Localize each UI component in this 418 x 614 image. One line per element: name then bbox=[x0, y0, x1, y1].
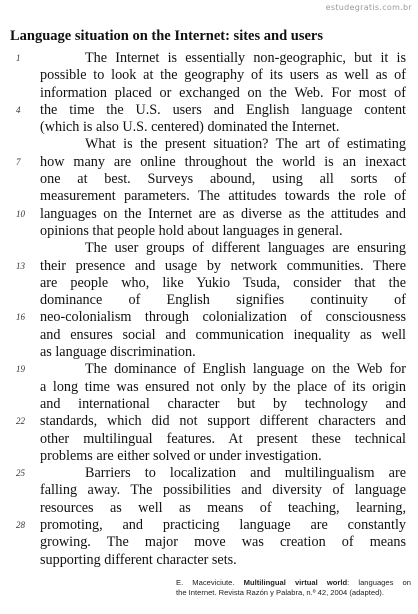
line-number: 1 bbox=[16, 53, 21, 63]
line-text: the time the U.S. users and English language content bbox=[40, 101, 406, 118]
line-text: one at best. Surveys abound, using all sorts of bbox=[40, 171, 406, 188]
text-line bbox=[0, 482, 418, 499]
line-text: and ensures social and communication inequality as well bbox=[40, 326, 406, 343]
text-line bbox=[0, 327, 418, 344]
line-text: their presence and usage by network communities. There bbox=[40, 257, 406, 274]
text-line bbox=[0, 240, 418, 257]
text-line bbox=[0, 188, 418, 205]
line-text: neo-colonialism through colonialization of consciousness bbox=[40, 309, 406, 326]
line-number: 28 bbox=[16, 520, 25, 531]
text-line bbox=[0, 223, 418, 240]
text-line bbox=[0, 465, 418, 482]
text-line bbox=[0, 275, 418, 292]
line-number: 4 bbox=[16, 104, 21, 115]
text-line bbox=[0, 67, 418, 84]
line-text: falling away. The possibilities and diversity of language bbox=[40, 482, 406, 499]
text-line bbox=[0, 258, 418, 275]
line-text: a long time was ensured not only by the place of its origin bbox=[40, 378, 406, 395]
line-text: (which is also U.S. centered) dominated the Internet. bbox=[40, 119, 340, 136]
text-line bbox=[0, 413, 418, 430]
line-number: 16 bbox=[16, 312, 25, 323]
citation-rest-1: : languages on bbox=[347, 578, 411, 587]
text-line bbox=[0, 85, 418, 102]
line-text: are people who, like Yukio Tsuda, consider that the bbox=[40, 274, 406, 291]
text-line bbox=[0, 119, 418, 136]
line-text: supporting different character sets. bbox=[40, 551, 237, 568]
line-number: 25 bbox=[16, 468, 25, 479]
text-line bbox=[0, 517, 418, 534]
text-line bbox=[0, 50, 418, 67]
line-number: 10 bbox=[16, 208, 25, 219]
citation-line-1 bbox=[176, 578, 411, 588]
text-line bbox=[0, 379, 418, 396]
line-text: The Internet is essentially non-geographic, but it is bbox=[85, 50, 406, 66]
line-text: What is the present situation? The art of estimating bbox=[85, 136, 406, 153]
text-line bbox=[0, 171, 418, 188]
text-line bbox=[0, 292, 418, 309]
site-watermark: estudegratis.com.br bbox=[325, 3, 412, 12]
line-number: 13 bbox=[16, 260, 25, 271]
text-line bbox=[0, 361, 418, 378]
citation-work: Multilingual virtual world bbox=[243, 578, 348, 587]
text-line bbox=[0, 136, 418, 153]
citation-line-2: the Internet. Revista Razón y Palabra, n.º 42, 2004 (adapted). bbox=[176, 588, 384, 597]
line-text: as language discrimination. bbox=[40, 344, 196, 361]
line-text: measurement parameters. The attitudes towards the role of bbox=[40, 188, 406, 205]
line-text: other multilingual features. At present these technical bbox=[40, 430, 406, 447]
text-line bbox=[0, 431, 418, 448]
text-line bbox=[0, 309, 418, 326]
text-line bbox=[0, 206, 418, 223]
line-text: Barriers to localization and multilingualism are bbox=[85, 465, 406, 482]
article-title: Language situation on the Internet: sites and users bbox=[10, 28, 323, 44]
line-number: 19 bbox=[16, 364, 25, 375]
line-text: resources as well as means of teaching, learning, bbox=[40, 499, 406, 516]
text-line bbox=[0, 396, 418, 413]
text-line bbox=[0, 552, 418, 569]
text-line bbox=[0, 500, 418, 517]
text-line bbox=[0, 344, 418, 361]
line-text: promoting, and practicing language are constantly bbox=[40, 517, 406, 534]
line-text: languages on the Internet are as diverse as the attitudes and bbox=[40, 205, 406, 222]
text-line bbox=[0, 154, 418, 171]
line-text: dominance of English signifies continuity of bbox=[40, 292, 406, 309]
article-body bbox=[0, 50, 418, 569]
line-text: and international character but by technology and bbox=[40, 395, 406, 412]
line-text: The dominance of English language on the Web for bbox=[85, 361, 406, 378]
line-text: problems are either solved or under investigation. bbox=[40, 447, 322, 464]
text-line bbox=[0, 534, 418, 551]
line-number: 7 bbox=[16, 156, 21, 167]
citation-author: E. Maceviciute. bbox=[176, 578, 235, 587]
line-text: information placed or exchanged on the Web. For most of bbox=[40, 84, 406, 101]
line-text: The user groups of different languages are ensuring bbox=[85, 240, 406, 257]
line-text: how many are online throughout the world is an inexact bbox=[40, 153, 406, 170]
text-line bbox=[0, 448, 418, 465]
text-line bbox=[0, 102, 418, 119]
line-number: 22 bbox=[16, 416, 25, 427]
line-text: opinions that people hold about languages in general. bbox=[40, 222, 343, 239]
line-text: standards, which did not support different characters and bbox=[40, 413, 406, 430]
source-citation bbox=[176, 578, 411, 598]
line-text: growing. The major move was creation of means bbox=[40, 534, 406, 551]
line-text: possible to look at the geography of its users as well as of bbox=[40, 67, 406, 84]
